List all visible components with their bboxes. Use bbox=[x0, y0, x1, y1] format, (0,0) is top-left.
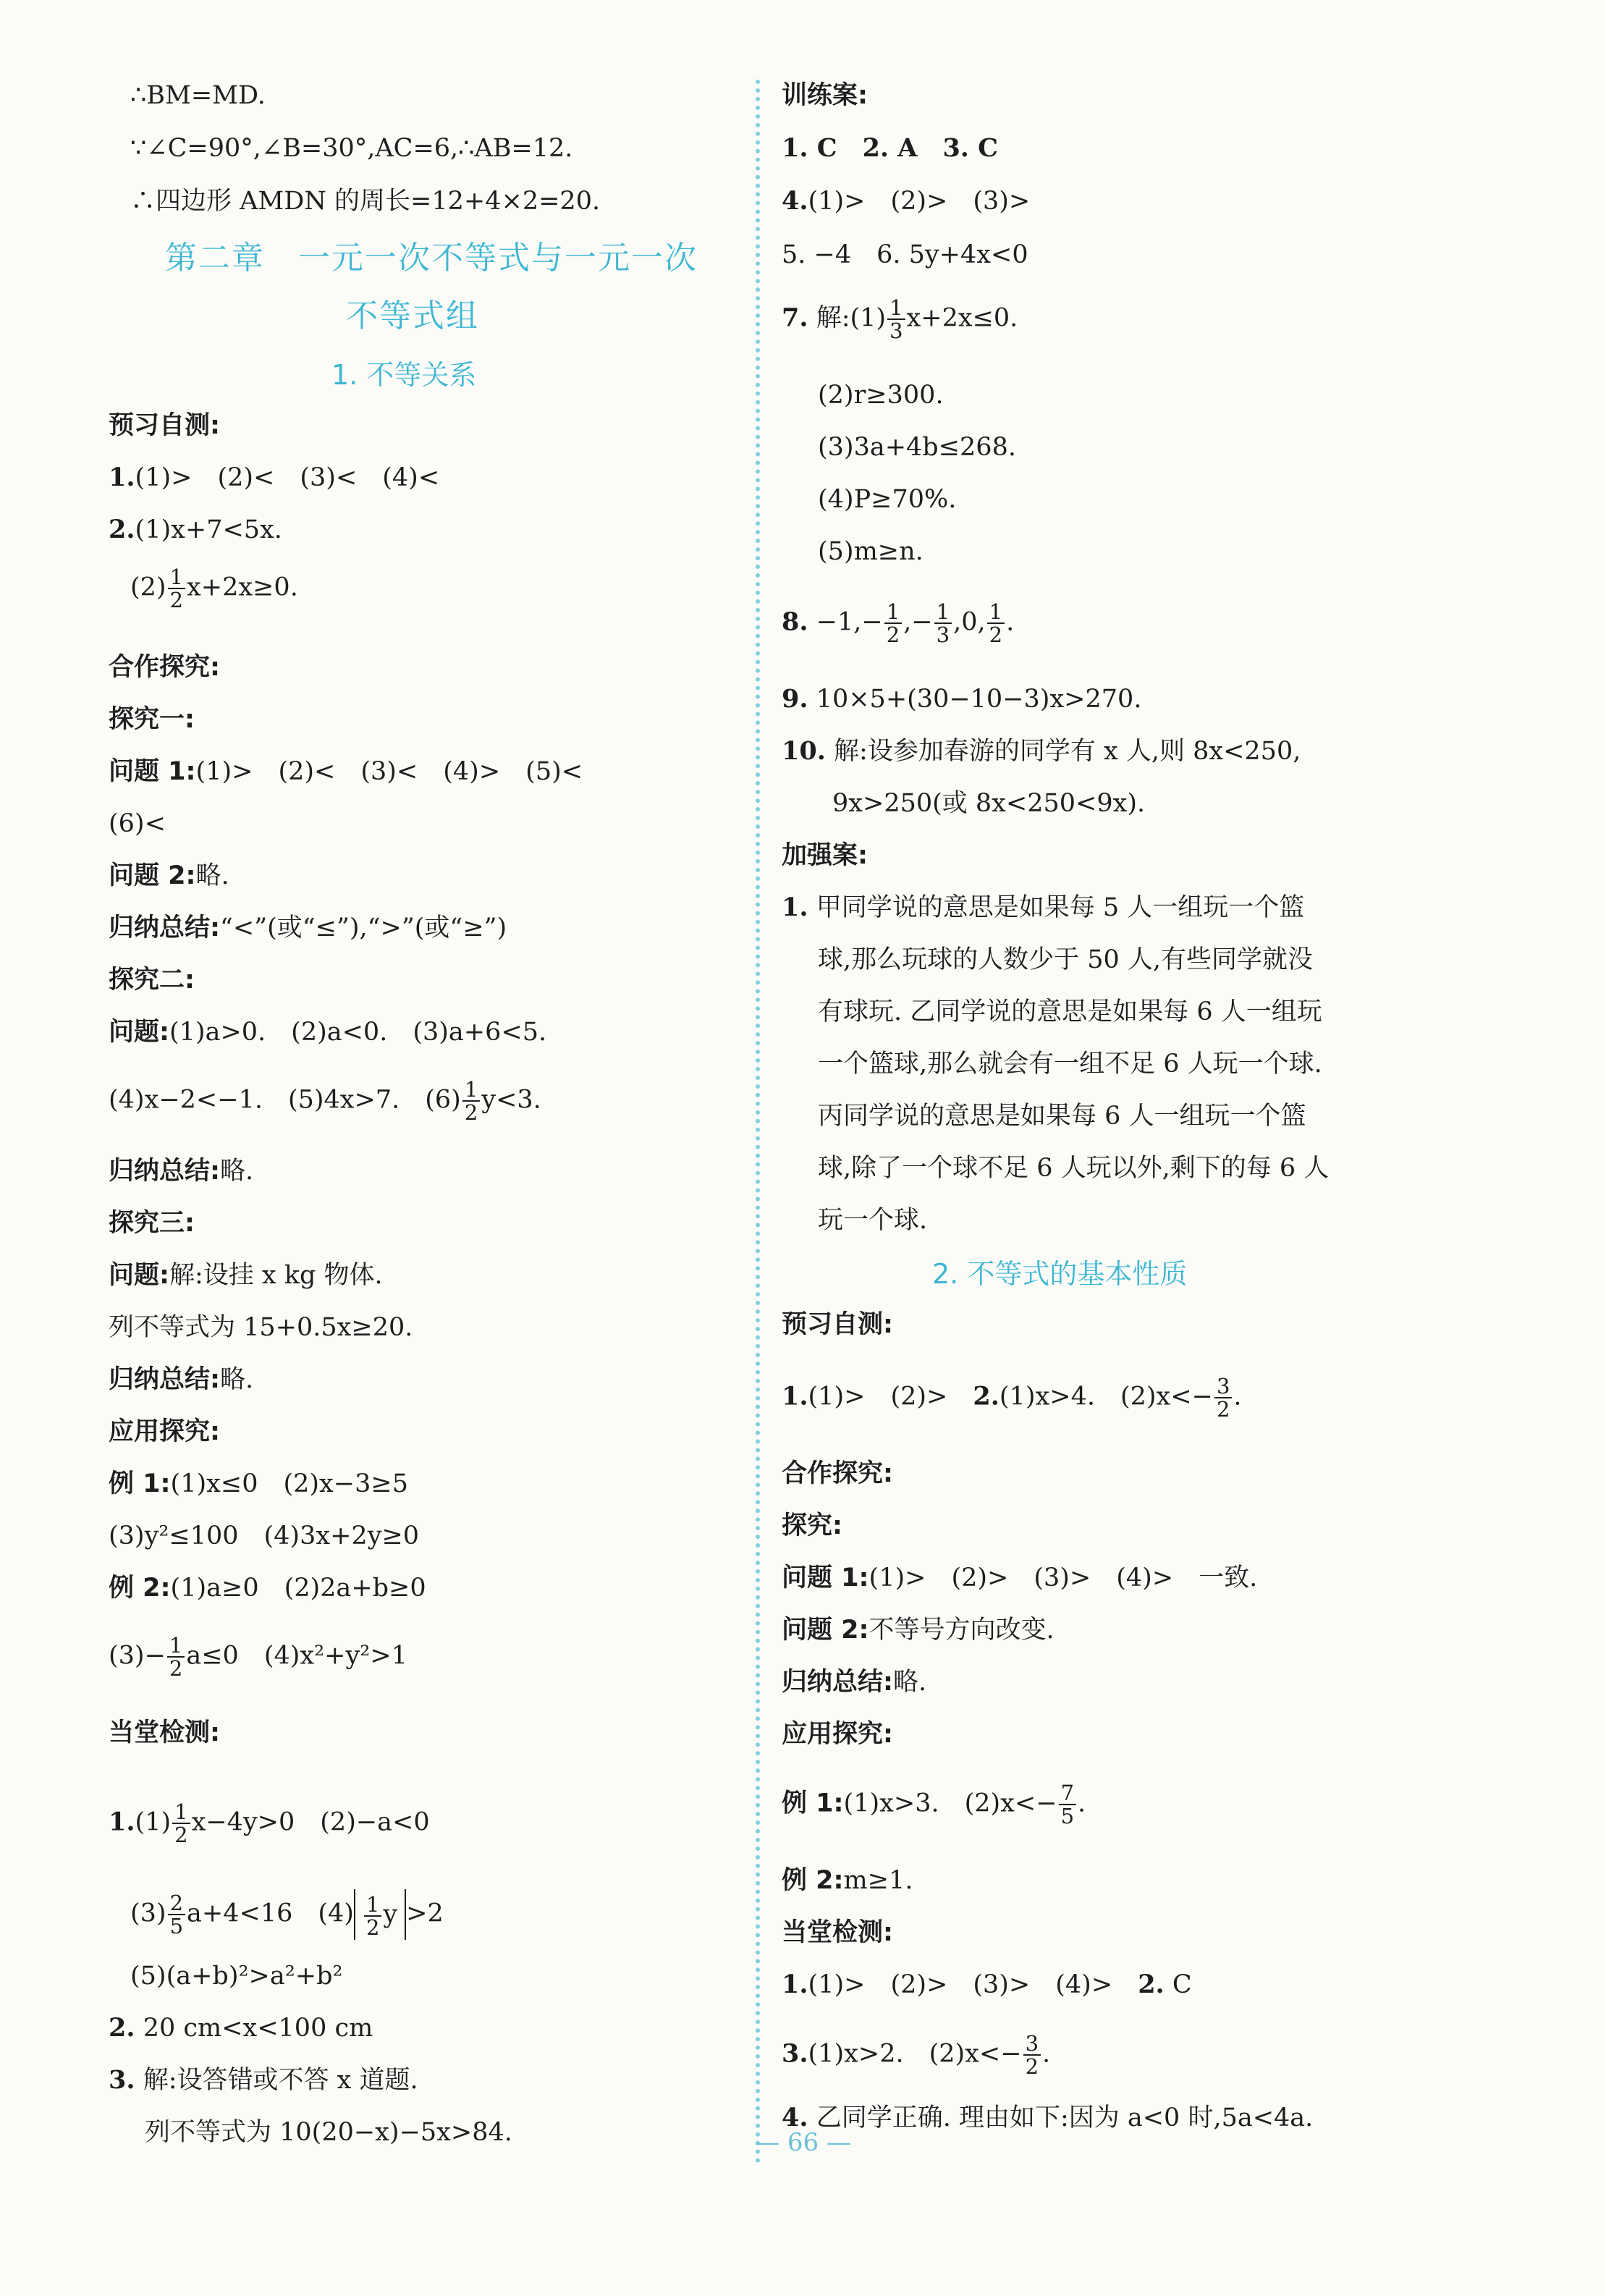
example-1b: (3)y²≤100 (4)3x+2y≥0 bbox=[109, 1521, 420, 1550]
item-number: 9. bbox=[782, 684, 808, 714]
item-text: (3)− bbox=[109, 1641, 166, 1671]
check-heading: 当堂检测: bbox=[782, 1918, 893, 1947]
proof-line-1: ∴BM=MD. bbox=[130, 81, 266, 110]
denominator: 5 bbox=[169, 1914, 184, 1938]
item-text: (1)a>0. (2)a<0. (3)a+6<5. bbox=[169, 1018, 547, 1047]
preview-item-2 bbox=[109, 514, 282, 546]
strengthen-item-1 bbox=[782, 892, 1304, 924]
item-text: . bbox=[1042, 2039, 1051, 2069]
item-text: (1)> (2)< (3)< (4)< bbox=[135, 463, 440, 492]
numerator: 1 bbox=[168, 566, 185, 589]
numerator: 1 bbox=[462, 1079, 480, 1102]
fraction bbox=[1214, 1375, 1232, 1420]
training-item-8 bbox=[782, 601, 1014, 646]
preview-heading: 预习自测: bbox=[782, 1310, 893, 1339]
item-text: (2) bbox=[130, 573, 166, 602]
label: 归纳总结: bbox=[109, 1157, 220, 1186]
training-heading: 训练案: bbox=[782, 81, 868, 110]
check-item-1 bbox=[109, 1801, 430, 1846]
check-item-1b bbox=[130, 1889, 444, 1940]
coop-heading: 合作探究: bbox=[782, 1459, 893, 1488]
item-text: 解:设挂 x kg 物体. bbox=[169, 1261, 383, 1290]
item-text: 解:设答错或不答 x 道题. bbox=[143, 2066, 418, 2095]
explore-3-question bbox=[109, 1259, 383, 1291]
training-item-7d: (4)P≥70%. bbox=[818, 485, 957, 514]
question-1 bbox=[782, 1562, 1257, 1594]
label: 归纳总结: bbox=[782, 1668, 893, 1697]
section-title: 1. 不等关系 bbox=[331, 359, 477, 391]
fraction bbox=[987, 601, 1005, 646]
item-text: (3) bbox=[130, 1899, 166, 1928]
item-number: 8. bbox=[782, 607, 808, 637]
item-text: x−4y>0 (2)−a<0 bbox=[191, 1807, 430, 1837]
item-text: >2 bbox=[406, 1899, 444, 1928]
fraction bbox=[364, 1891, 381, 1940]
apply-heading: 应用探究: bbox=[782, 1720, 893, 1749]
preview-heading: 预习自测: bbox=[109, 411, 220, 440]
fraction bbox=[884, 601, 902, 646]
denominator: 2 bbox=[169, 588, 184, 612]
explore-3-heading: 探究三: bbox=[109, 1209, 195, 1238]
numerator: 3 bbox=[1023, 2033, 1041, 2056]
item-text: (1)x≤0 (2)x−3≥5 bbox=[170, 1469, 408, 1498]
fraction bbox=[172, 1801, 190, 1846]
check-heading: 当堂检测: bbox=[109, 1718, 220, 1747]
label: 例 2: bbox=[109, 1574, 171, 1603]
item-text: (1)a≥0 (2)2a+b≥0 bbox=[170, 1574, 426, 1603]
training-item-10 bbox=[782, 735, 1301, 767]
check-item-2 bbox=[109, 2012, 373, 2044]
item-text: ,0, bbox=[953, 607, 986, 637]
fraction bbox=[167, 1634, 185, 1679]
item-text: . bbox=[1078, 1789, 1086, 1818]
question-1 bbox=[109, 756, 583, 788]
item-text: “<”(或“≤”),“>”(或“≥”) bbox=[220, 913, 507, 942]
item-text: 乙同学正确. 理由如下:因为 a<0 时,5a<4a. bbox=[816, 2103, 1314, 2132]
item-text: x+2x≤0. bbox=[906, 303, 1018, 333]
coop-heading: 合作探究: bbox=[109, 653, 220, 682]
item-text: 略. bbox=[195, 861, 229, 890]
example-1 bbox=[109, 1468, 408, 1500]
explore-3-inequality: 列不等式为 15+0.5x≥20. bbox=[109, 1313, 413, 1342]
explore-2-question-b bbox=[109, 1079, 541, 1123]
item-text: m≥1. bbox=[843, 1866, 913, 1895]
training-item-7b: (2)r≥300. bbox=[818, 381, 944, 410]
label: 例 1: bbox=[109, 1469, 171, 1498]
preview-item-2b bbox=[130, 566, 298, 611]
numerator: 7 bbox=[1059, 1782, 1076, 1805]
fraction bbox=[168, 566, 185, 611]
item-text: 解:设参加春游的同学有 x 人,则 8x<250, bbox=[834, 737, 1301, 766]
label: 例 2: bbox=[782, 1866, 844, 1895]
label: 问题 2: bbox=[782, 1616, 869, 1645]
item-text: . bbox=[1006, 607, 1015, 637]
item-text: 20 cm<x<100 cm bbox=[143, 2014, 373, 2043]
training-item-7c: (3)3a+4b≤268. bbox=[818, 433, 1016, 462]
item-text: (1)x>4. (2)x<− bbox=[999, 1382, 1213, 1411]
fraction bbox=[1059, 1782, 1076, 1827]
item-text: (1)x>3. (2)x<− bbox=[843, 1789, 1057, 1818]
summary-3 bbox=[109, 1364, 253, 1396]
numerator: 1 bbox=[167, 1634, 185, 1658]
strengthen-item-1f: 球,除了一个球不足 6 人玩以外,剩下的每 6 人 bbox=[818, 1154, 1330, 1183]
denominator: 2 bbox=[174, 1823, 188, 1847]
summary-1 bbox=[109, 912, 507, 944]
training-item-9 bbox=[782, 683, 1141, 715]
item-text: 略. bbox=[220, 1157, 254, 1186]
denominator: 3 bbox=[889, 318, 903, 343]
preview-item-1 bbox=[109, 462, 439, 494]
numerator: 1 bbox=[884, 601, 902, 624]
check-item-3 bbox=[782, 2033, 1050, 2077]
fraction bbox=[1023, 2033, 1041, 2077]
item-number: 1. bbox=[782, 892, 808, 922]
item-text: x+2x≥0. bbox=[187, 573, 298, 602]
explore-heading: 探究: bbox=[782, 1511, 842, 1540]
item-number: 2. bbox=[109, 2013, 135, 2043]
denominator: 2 bbox=[1216, 1397, 1230, 1422]
absolute-value bbox=[354, 1889, 406, 1940]
denominator: 2 bbox=[365, 1915, 380, 1940]
label: 问题 1: bbox=[109, 757, 196, 786]
preview-items bbox=[782, 1375, 1242, 1420]
item-number: 2. bbox=[109, 515, 135, 544]
proof-line-3: ∴四边形 AMDN 的周长=12+4×2=20. bbox=[130, 187, 601, 216]
strengthen-item-1b: 球,那么玩球的人数少于 50 人,有些同学就没 bbox=[818, 945, 1314, 974]
training-item-1-3: 1. C 2. A 3. C bbox=[782, 133, 999, 163]
explore-2-question bbox=[109, 1016, 546, 1048]
item-text: (1)x+7<5x. bbox=[135, 515, 282, 544]
denominator: 2 bbox=[464, 1100, 478, 1125]
numerator: 1 bbox=[887, 297, 905, 320]
numerator: 1 bbox=[934, 601, 952, 624]
item-number: 10. bbox=[782, 736, 826, 766]
denominator: 2 bbox=[989, 622, 1003, 647]
item-number: 7. bbox=[782, 303, 808, 333]
item-text: 略. bbox=[220, 1365, 254, 1394]
strengthen-item-1c: 有球玩. 乙同学说的意思是如果每 6 人一组玩 bbox=[818, 997, 1322, 1026]
proof-line-2: ∵∠C=90°,∠B=30°,AC=6,∴AB=12. bbox=[130, 134, 573, 163]
training-item-4 bbox=[782, 185, 1030, 217]
item-number: 2. bbox=[973, 1381, 999, 1411]
summary bbox=[782, 1666, 926, 1698]
item-text: 解:(1) bbox=[816, 303, 887, 333]
check-item-1c: (5)(a+b)²>a²+b² bbox=[130, 1962, 343, 1991]
label: 例 1: bbox=[782, 1789, 844, 1818]
item-text: . bbox=[1233, 1382, 1242, 1411]
item-number: 3. bbox=[782, 2038, 808, 2069]
example-2 bbox=[109, 1572, 426, 1604]
fraction bbox=[934, 601, 952, 646]
item-number: 4. bbox=[782, 186, 808, 216]
numerator: 2 bbox=[168, 1892, 185, 1915]
fraction bbox=[462, 1079, 480, 1123]
question-2 bbox=[782, 1614, 1055, 1646]
item-text: C bbox=[1172, 1970, 1192, 1999]
item-text: (1)> (2)< (3)< (4)> (5)< bbox=[195, 757, 583, 786]
item-text: (1)> (2)> (3)> (4)> bbox=[808, 1970, 1113, 1999]
item-number: 2. bbox=[1138, 1970, 1165, 1999]
fraction bbox=[887, 297, 905, 342]
item-text: 不等号方向改变. bbox=[868, 1616, 1055, 1645]
fraction bbox=[168, 1892, 185, 1937]
item-number: 1. bbox=[109, 463, 135, 492]
item-text: (1)x>2. (2)x<− bbox=[808, 2039, 1022, 2069]
numerator: 1 bbox=[364, 1894, 381, 1917]
strengthen-item-1e: 丙同学说的意思是如果每 6 人一组玩一个篮 bbox=[818, 1102, 1306, 1131]
example-2b bbox=[109, 1634, 407, 1679]
item-text: (4)x−2<−1. (5)4x>7. (6) bbox=[109, 1085, 461, 1115]
strengthen-item-1g: 玩一个球. bbox=[818, 1206, 928, 1235]
item-text: y bbox=[383, 1900, 398, 1929]
page-number: — 66 — bbox=[755, 2128, 851, 2157]
item-text: 甲同学说的意思是如果每 5 人一组玩一个篮 bbox=[816, 893, 1305, 922]
chapter-title: 第二章 一元一次不等式与一元一次 bbox=[165, 240, 698, 277]
label: 问题 1: bbox=[782, 1563, 869, 1592]
item-text: (1) bbox=[135, 1807, 172, 1837]
explore-2-heading: 探究二: bbox=[109, 966, 195, 995]
summary-2 bbox=[109, 1155, 253, 1187]
numerator: 1 bbox=[172, 1801, 190, 1824]
example-2 bbox=[782, 1865, 913, 1896]
item-number: 4. bbox=[782, 2103, 808, 2132]
section-title: 2. 不等式的基本性质 bbox=[932, 1258, 1188, 1290]
item-text: ,− bbox=[903, 607, 933, 637]
item-text: a+4<16 (4) bbox=[187, 1899, 354, 1928]
check-item-3b: 列不等式为 10(20−x)−5x>84. bbox=[145, 2118, 512, 2147]
training-item-10b: 9x>250(或 8x<250<9x). bbox=[832, 789, 1146, 818]
training-item-7e: (5)m≥n. bbox=[818, 537, 924, 566]
item-number: 3. bbox=[109, 2065, 135, 2095]
label: 问题: bbox=[109, 1018, 169, 1047]
item-text: (1)> (2)> (3)> (4)> 一致. bbox=[868, 1563, 1258, 1592]
label: 归纳总结: bbox=[109, 1365, 220, 1394]
denominator: 2 bbox=[886, 622, 900, 647]
question-1b: (6)< bbox=[109, 809, 166, 838]
label: 问题 2: bbox=[109, 861, 196, 890]
item-number: 1. bbox=[782, 1970, 808, 1999]
explore-1-heading: 探究一: bbox=[109, 705, 195, 734]
numerator: 3 bbox=[1214, 1375, 1232, 1398]
item-text: a≤0 (4)x²+y²>1 bbox=[186, 1641, 407, 1671]
check-item-1-2 bbox=[782, 1969, 1192, 2001]
check-item-3 bbox=[109, 2064, 418, 2096]
apply-heading: 应用探究: bbox=[109, 1417, 220, 1446]
chapter-title-line-2: 不等式组 bbox=[346, 297, 479, 334]
training-item-5-6: 5. −4 6. 5y+4x<0 bbox=[782, 240, 1028, 269]
training-item-7 bbox=[782, 297, 1018, 342]
item-text: 10×5+(30−10−3)x>270. bbox=[816, 685, 1142, 714]
denominator: 2 bbox=[169, 1656, 183, 1681]
item-number: 1. bbox=[109, 1807, 135, 1837]
denominator: 3 bbox=[936, 622, 950, 647]
item-text: −1,− bbox=[816, 607, 883, 637]
item-text: (1)> (2)> (3)> bbox=[808, 187, 1031, 216]
strengthen-heading: 加强案: bbox=[782, 841, 868, 870]
item-number: 1. bbox=[782, 1381, 808, 1411]
numerator: 1 bbox=[987, 601, 1005, 624]
strengthen-item-1d: 一个篮球,那么就会有一组不足 6 人玩一个球. bbox=[818, 1050, 1322, 1079]
column-divider bbox=[756, 80, 760, 2164]
item-text: (1)> (2)> bbox=[808, 1382, 948, 1411]
denominator: 2 bbox=[1025, 2054, 1039, 2079]
item-text: 略. bbox=[893, 1668, 927, 1697]
denominator: 5 bbox=[1060, 1804, 1075, 1828]
example-1 bbox=[782, 1782, 1086, 1827]
label: 归纳总结: bbox=[109, 913, 220, 942]
label: 问题: bbox=[109, 1261, 169, 1290]
question-2 bbox=[109, 860, 229, 892]
item-text: y<3. bbox=[481, 1085, 541, 1115]
